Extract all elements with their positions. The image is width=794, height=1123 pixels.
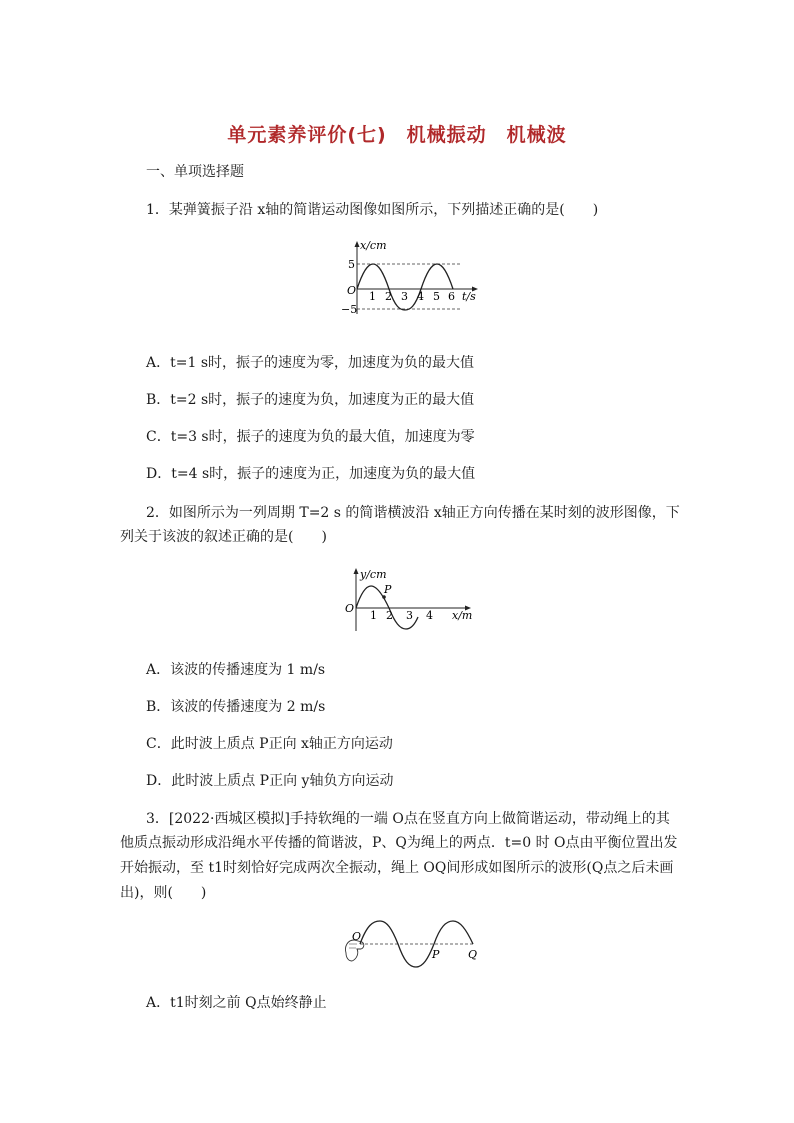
oscillation-curve — [357, 264, 453, 310]
y-axis-label: y/cm — [360, 568, 387, 581]
section-heading: 一、单项选择题 — [146, 164, 244, 180]
q3-option-a: A．t1时刻之前 Q点始终静止 — [146, 995, 327, 1011]
x-tick-3: 3 — [406, 609, 413, 622]
y-axis-arrow — [355, 241, 360, 247]
q2-figure-wave-graph — [340, 565, 480, 635]
point-o-label: O — [352, 930, 362, 943]
point-q-label: Q — [468, 948, 478, 961]
q3-line2: 他质点振动形成沿绳水平传播的简谐波，P、Q为绳上的两点．t=0 时 O点由平衡位置出发 — [120, 835, 678, 851]
hand-icon — [345, 940, 363, 961]
point-p-label: P — [432, 948, 440, 961]
q1-stem: 1．某弹簧振子沿 x轴的简谐运动图像如图所示，下列描述正确的是( ) — [146, 202, 599, 218]
q2-option-c: C．此时波上质点 P正向 x轴正方向运动 — [146, 736, 393, 752]
x-tick-1: 1 — [370, 609, 377, 622]
q3-line1: 3．[2022·西城区模拟]手持软绳的一端 O点在竖直方向上做简谐运动，带动绳上的其 — [146, 811, 670, 827]
q1-option-c: C．t=3 s时，振子的速度为负的最大值，加速度为零 — [146, 429, 475, 445]
point-p-label: P — [384, 583, 392, 596]
q2-stem-line1: 2．如图所示为一列周期 T=2 s 的简谐横波沿 x轴正方向传播在某时刻的波形图像，下 — [146, 505, 680, 521]
x-tick-6: 6 — [448, 290, 455, 303]
origin-label: O — [347, 284, 357, 297]
origin-label: O — [345, 602, 355, 615]
x-tick-4: 4 — [417, 290, 424, 303]
y-axis-label: x/cm — [360, 239, 387, 252]
q2-stem-line2: 列关于该波的叙述正确的是( ) — [120, 529, 327, 545]
x-axis-label: x/m — [452, 609, 473, 622]
q2-option-d: D．此时波上质点 P正向 y轴负方向运动 — [146, 773, 394, 789]
q2-option-a: A．该波的传播速度为 1 m/s — [146, 662, 326, 678]
x-tick-2: 2 — [386, 609, 393, 622]
q1-option-d: D．t=4 s时，振子的速度为正，加速度为负的最大值 — [146, 466, 476, 482]
y-tick-neg5: −5 — [341, 303, 358, 316]
x-tick-4: 4 — [426, 609, 433, 622]
q1-figure-shm-graph — [335, 238, 485, 318]
y-axis-arrow — [354, 568, 359, 574]
q1-option-b: B．t=2 s时，振子的速度为负，加速度为正的最大值 — [146, 392, 475, 408]
q3-line3: 开始振动，至 t1时刻恰好完成两次全振动，绳上 OQ间形成如图所示的波形(Q点之后未画 — [120, 860, 674, 876]
q3-line4: 出)，则( ) — [120, 885, 207, 901]
q2-option-b: B．该波的传播速度为 2 m/s — [146, 699, 326, 715]
page-title: 单元素养评价(七) 机械振动 机械波 — [227, 124, 567, 146]
q1-option-a: A．t=1 s时，振子的速度为零，加速度为负的最大值 — [146, 355, 475, 371]
x-tick-2: 2 — [385, 290, 392, 303]
x-tick-1: 1 — [369, 290, 376, 303]
x-axis-label: t/s — [462, 290, 476, 303]
hand-fingers — [349, 944, 357, 948]
q3-figure-rope-wave — [340, 913, 490, 973]
y-tick-5: 5 — [348, 258, 355, 271]
x-tick-5: 5 — [433, 290, 440, 303]
x-tick-3: 3 — [401, 290, 408, 303]
